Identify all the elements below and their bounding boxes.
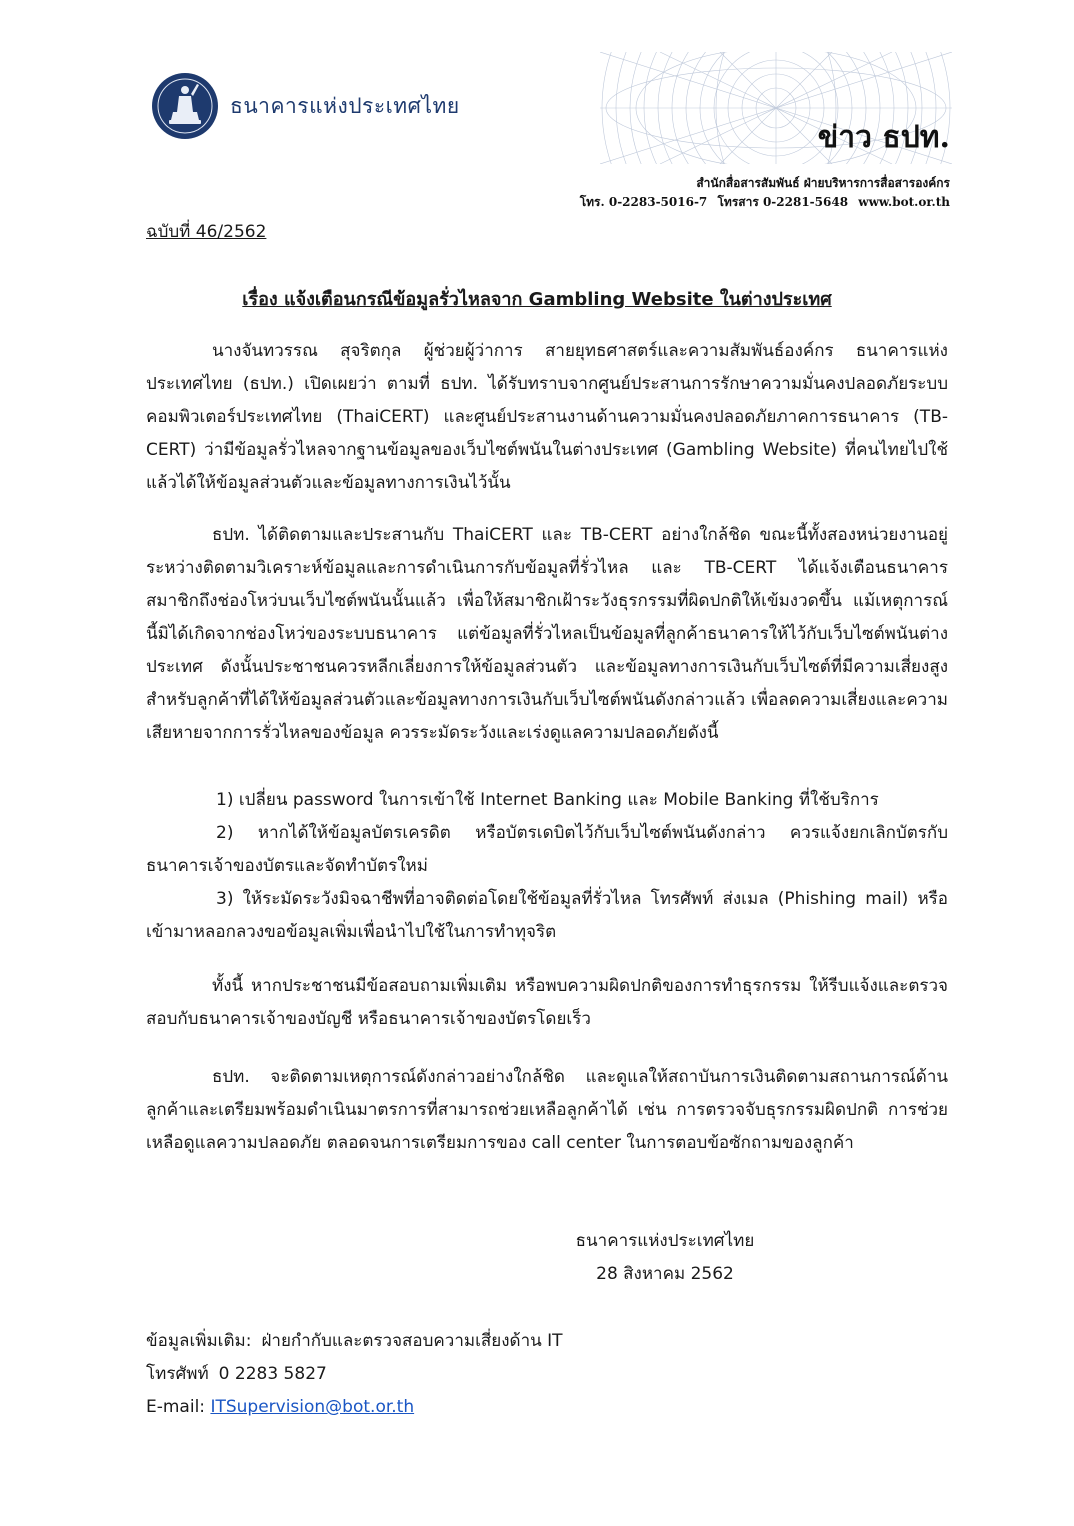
paragraph-3: ทั้งนี้ หากประชาชนมีข้อสอบถามเพิ่มเติม หรือพบความผิดปกติของการทำธุรกรรม ให้รีบแจ้งและตรวจสอบกับธนาคารเจ้าของบัญชี หรือธนาคารเจ้าของบัตรโดยเร็ว <box>146 976 948 1029</box>
footer-phone-line <box>146 1358 327 1391</box>
advice-item-3: 3) ให้ระมัดระวังมิจฉาชีพที่อาจติดต่อโดยใช้ข้อมูลที่รั่วไหล โทรศัพท์ ส่งเมล (Phishing mail) หรือเข้ามาหลอกลวงขอข้อมูลเพิ่มเพื่อนำไปใช้ในการทำทุจริต <box>146 889 948 942</box>
footer-email-label: E-mail: <box>146 1397 206 1417</box>
footer-phone-value: 0 2283 5827 <box>218 1364 327 1384</box>
advice-item-1: 1) เปลี่ยน password ในการเข้าใช้ Internet Banking และ Mobile Banking ที่ใช้บริการ <box>216 790 879 810</box>
header-bank-name: ธนาคารแห่งประเทศไทย <box>230 94 460 118</box>
office-line: สำนักสื่อสารสัมพันธ์ ฝ่ายบริหารการสื่อสารองค์กร <box>696 176 950 190</box>
footer-phone-label: โทรศัพท์ <box>146 1364 209 1384</box>
paragraph-2: ธปท. ได้ติดตามและประสานกับ ThaiCERT และ TB-CERT อย่างใกล้ชิด ขณะนี้ทั้งสองหน่วยงานอยู่ระหว่างติดตามวิเคราะห์ข้อมูลและการดำเนินการกับข้อมูลที่รั่วไหล และ TB-CERT ได้แจ้งเตือนธนาคารสมาชิกถึงช่องโหว่บนเว็บไซต์พนันนั้นแล้ว เพื่อให้สมาชิกเฝ้าระวังธุรกรรมที่ผิดปกติให้เข้มงวดขึ้น แม้เหตุการณ์นี้มิได้เกิดจากช่องโหว่ของระบบธนาคาร แต่ข้อมูลที่รั่วไหลเป็นข้อมูลที่ลูกค้าธนาคารให้ไว้กับเว็บไซต์พนันต่างประเทศ ดังนั้นประชาชนควรหลีกเลี่ยงการให้ข้อมูลส่วนตัว และข้อมูลทางการเงินกับเว็บไซต์ที่มีความเสี่ยงสูง สำหรับลูกค้าที่ได้ให้ข้อมูลส่วนตัวและข้อมูลทางการเงินกับเว็บไซต์พนันดังกล่าวแล้ว เพื่อลดความเสี่ยงและความเสียหายจากการรั่วไหลของข้อมูล ควรระมัดระวังและเร่งดูแลความปลอดภัยดังนี้ <box>146 525 948 743</box>
footer-info-label: ข้อมูลเพิ่มเติม: <box>146 1331 252 1351</box>
paragraph-4: ธปท. จะติดตามเหตุการณ์ดังกล่าวอย่างใกล้ชิด และดูแลให้สถาบันการเงินติดตามสถานการณ์ด้านลูกค้าและเตรียมพร้อมดำเนินมาตรการที่สามารถช่วยเหลือลูกค้าได้ เช่น การตรวจจับธุรกรรมผิดปกติ การช่วยเหลือดูแลความปลอดภัย ตลอดจนการเตรียมการของ call center ในการตอบข้อซักถามของลูกค้า <box>146 1067 948 1153</box>
signature-date: 28 สิงหาคม 2562 <box>596 1264 734 1284</box>
contact-line <box>574 193 950 212</box>
footer-info-line <box>146 1325 563 1358</box>
issue-number: ฉบับที่ 46/2562 <box>146 222 267 242</box>
bank-seal-logo <box>151 72 219 140</box>
news-title: ข่าว ธปท. <box>817 120 950 155</box>
footer-info-value: ฝ่ายกำกับและตรวจสอบความเสี่ยงด้าน IT <box>261 1331 563 1351</box>
footer-email-line <box>146 1391 414 1424</box>
header-phone: โทร. 0-2283-5016-7 <box>579 195 708 209</box>
document-subject: เรื่อง แจ้งเตือนกรณีข้อมูลรั่วไหลจาก Gambling Website ในต่างประเทศ <box>242 289 832 310</box>
paragraph-1: นางจันทวรรณ สุจริตกุล ผู้ช่วยผู้ว่าการ สายยุทธศาสตร์และความสัมพันธ์องค์กร ธนาคารแห่งประเทศไทย (ธปท.) เปิดเผยว่า ตามที่ ธปท. ได้รับทราบจากศูนย์ประสานการรักษาความมั่นคงปลอดภัยระบบคอมพิวเตอร์ประเทศไทย (ThaiCERT) และศูนย์ประสานงานด้านความมั่นคงปลอดภัยภาคการธนาคาร (TB-CERT) ว่ามีข้อมูลรั่วไหลจากฐานข้อมูลของเว็บไซต์พนันในต่างประเทศ (Gambling Website) ที่คนไทยไปใช้แล้วได้ให้ข้อมูลส่วนตัวและข้อมูลทางการเงินไว้นั้น <box>146 341 948 493</box>
header-website: www.bot.or.th <box>858 195 950 209</box>
signature-name: ธนาคารแห่งประเทศไทย <box>575 1231 755 1251</box>
header-fax: โทรสาร 0-2281-5648 <box>717 195 849 209</box>
email-link[interactable]: ITSupervision@bot.or.th <box>210 1397 415 1417</box>
advice-item-2: 2) หากได้ให้ข้อมูลบัตรเครดิต หรือบัตรเดบิตไว้กับเว็บไซต์พนันดังกล่าว ควรแจ้งยกเลิกบัตรกับธนาคารเจ้าของบัตรและจัดทำบัตรใหม่ <box>146 823 948 876</box>
